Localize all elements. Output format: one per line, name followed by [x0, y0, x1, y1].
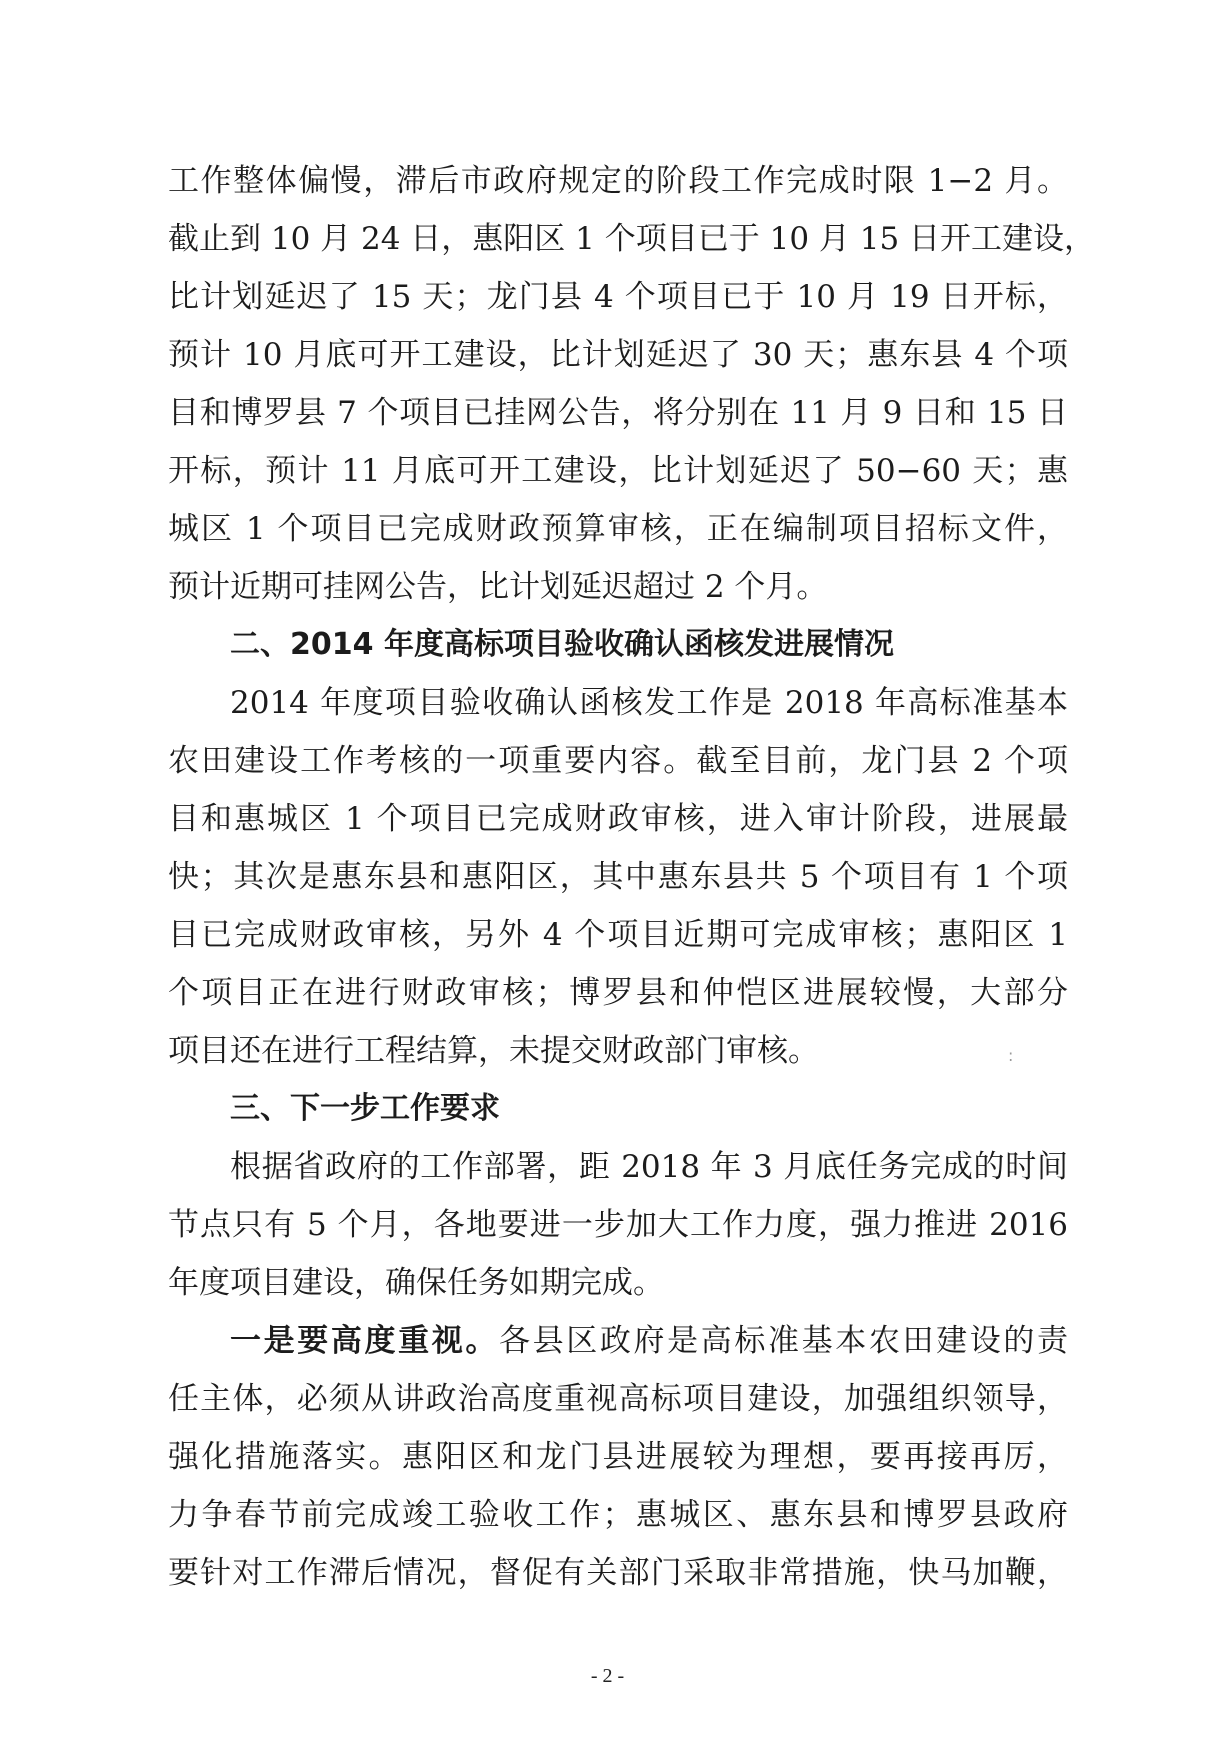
paragraph-line: 节点只有 5 个月，各地要进一步加大工作力度，强力推进 2016: [168, 1207, 1068, 1243]
paragraph-line: 城区 1 个项目已完成财政预算审核，正在编制项目招标文件，: [168, 511, 1068, 547]
page-number: - 2 -: [590, 1665, 625, 1687]
paragraph-line: 力争春节前完成竣工验收工作；惠城区、惠东县和博罗县政府: [168, 1497, 1068, 1533]
point-1-text: 各县区政府是高标准基本农田建设的责: [499, 1323, 1068, 1359]
paragraph-line: 农田建设工作考核的一项重要内容。截至目前，龙门县 2 个项: [168, 743, 1068, 779]
paragraph-line: 工作整体偏慢，滞后市政府规定的阶段工作完成时限 1−2 月。: [168, 163, 1068, 199]
paragraph-line: 开标，预计 11 月底可开工建设，比计划延迟了 50−60 天；惠: [168, 453, 1068, 489]
paragraph-line: 个项目正在进行财政审核；博罗县和仲恺区进展较慢，大部分: [168, 975, 1068, 1011]
paragraph-line: 2014 年度项目验收确认函核发工作是 2018 年高标准基本: [230, 685, 1068, 721]
scan-speck: :: [1008, 1046, 1014, 1065]
paragraph-line: 项目还在进行工程结算，未提交财政部门审核。: [168, 1033, 819, 1069]
paragraph-line: 强化措施落实。惠阳区和龙门县进展较为理想，要再接再厉，: [168, 1439, 1068, 1475]
paragraph-line: 年度项目建设，确保任务如期完成。: [168, 1265, 664, 1301]
paragraph-line: 截止到 10 月 24 日，惠阳区 1 个项目已于 10 月 15 日开工建设，: [168, 221, 1096, 257]
paragraph-line: 目和博罗县 7 个项目已挂网公告，将分别在 11 月 9 日和 15 日: [168, 395, 1068, 431]
paragraph-line: 快；其次是惠东县和惠阳区，其中惠东县共 5 个项目有 1 个项: [168, 859, 1068, 895]
paragraph-line: 任主体，必须从讲政治高度重视高标项目建设，加强组织领导，: [168, 1381, 1068, 1417]
point-1-lead: 一是要高度重视。: [230, 1323, 499, 1359]
paragraph-line: 预计 10 月底可开工建设，比计划延迟了 30 天；惠东县 4 个项: [168, 337, 1068, 373]
paragraph-line: 目和惠城区 1 个项目已完成财政审核，进入审计阶段，进展最: [168, 801, 1068, 837]
paragraph-line: 根据省政府的工作部署，距 2018 年 3 月底任务完成的时间: [230, 1149, 1068, 1185]
section-heading-3: 三、下一步工作要求: [230, 1091, 500, 1126]
paragraph-line: 比计划延迟了 15 天；龙门县 4 个项目已于 10 月 19 日开标，: [168, 279, 1068, 315]
paragraph-line: 目已完成财政审核，另外 4 个项目近期可完成审核；惠阳区 1: [168, 917, 1068, 953]
section-heading-2: 二、2014 年度高标项目验收确认函核发进展情况: [230, 627, 894, 662]
paragraph-line: 要针对工作滞后情况，督促有关部门采取非常措施，快马加鞭，: [168, 1555, 1068, 1591]
paragraph-line: 预计近期可挂网公告，比计划延迟超过 2 个月。: [168, 569, 828, 605]
paragraph-line-point-1: [230, 1312, 1068, 1370]
